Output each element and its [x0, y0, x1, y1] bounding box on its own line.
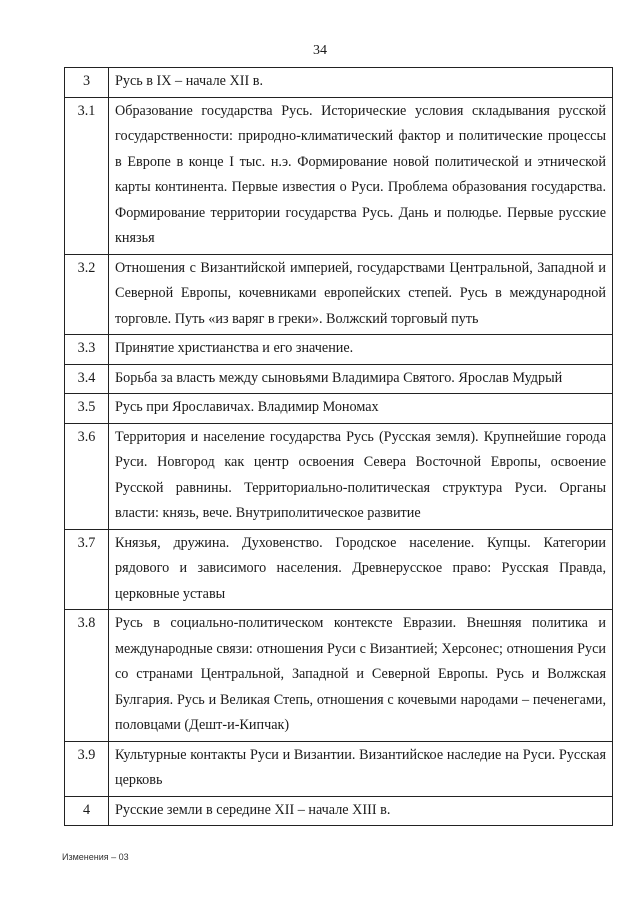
section-number: 3.5	[65, 394, 109, 424]
footer-revision: Изменения – 03	[62, 852, 129, 862]
section-topic: Территория и население государства Русь (Русская земля). Крупнейшие города Руси. Новгород как центр освоения Севера Восточной Европы, освоение Русской равнины. Территориально-политическая структура Руси. Органы власти: князь, вече. Внутриполитическое развитие	[109, 423, 613, 529]
section-topic: Отношения с Византийской империей, государствами Центральной, Западной и Северной Европы, кочевниками европейских степей. Русь в международной торговле. Путь «из варяг в греки». Волжский торговый путь	[109, 254, 613, 335]
section-number: 3	[65, 68, 109, 98]
section-topic: Принятие христианства и его значение.	[109, 335, 613, 365]
section-number: 3.6	[65, 423, 109, 529]
table-row	[65, 741, 613, 796]
section-number: 3.1	[65, 97, 109, 254]
table-row	[65, 68, 613, 98]
table-row	[65, 394, 613, 424]
section-topic: Борьба за власть между сыновьями Владимира Святого. Ярослав Мудрый	[109, 364, 613, 394]
table-row	[65, 97, 613, 254]
section-number: 3.3	[65, 335, 109, 365]
table-row	[65, 335, 613, 365]
page-number: 34	[313, 43, 327, 58]
section-topic: Культурные контакты Руси и Византии. Византийское наследие на Руси. Русская церковь	[109, 741, 613, 796]
section-topic: Образование государства Русь. Исторические условия складывания русской государственности: природно-климатический фактор и политические процессы в Европе в конце I тыс. н.э. Формирование новой политической и этнической карты континента. Первые известия о Руси. Проблема образования государства. Формирование территории государства Русь. Дань и полюдье. Первые русские князья	[109, 97, 613, 254]
section-topic: Русь при Ярославичах. Владимир Мономах	[109, 394, 613, 424]
section-number: 3.7	[65, 529, 109, 610]
section-topic: Князья, дружина. Духовенство. Городское население. Купцы. Категории рядового и зависимого населения. Древнерусское право: Русская Правда, церковные уставы	[109, 529, 613, 610]
table-row	[65, 364, 613, 394]
table-row	[65, 423, 613, 529]
section-number: 3.4	[65, 364, 109, 394]
section-topic: Русь в социально-политическом контексте Евразии. Внешняя политика и международные связи: отношения Руси с Византией; Херсонес; отношения Руси со странами Центральной, Западной и Северной Европы. Русь и Волжская Булгария. Русь и Великая Степь, отношения с кочевыми народами – печенегами, половцами (Дешт-и-Кипчак)	[109, 610, 613, 742]
section-number: 3.8	[65, 610, 109, 742]
section-number: 3.2	[65, 254, 109, 335]
syllabus-table	[64, 67, 613, 826]
table-row	[65, 529, 613, 610]
table-row	[65, 796, 613, 826]
section-number: 4	[65, 796, 109, 826]
table-row	[65, 254, 613, 335]
section-number: 3.9	[65, 741, 109, 796]
section-topic: Русь в IX – начале XII в.	[109, 68, 613, 98]
syllabus-table-body	[65, 68, 613, 826]
section-topic: Русские земли в середине XII – начале XIII в.	[109, 796, 613, 826]
table-row	[65, 610, 613, 742]
